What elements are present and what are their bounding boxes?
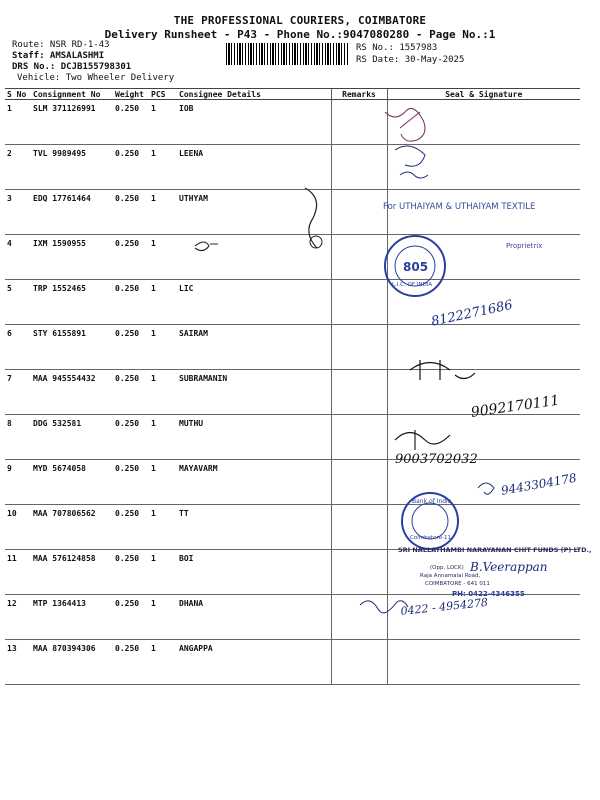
- cell-sno: 1: [5, 100, 31, 145]
- phone-row8: 9092170111: [470, 392, 561, 421]
- cell-pcs: 1: [149, 100, 177, 145]
- cell-pcs: 1: [149, 595, 177, 640]
- route-label: Route: NSR RD-1-43: [12, 40, 110, 50]
- col-consignment: Consignment No: [31, 89, 113, 100]
- cell-pcs: 1: [149, 190, 177, 235]
- cell-consignment: MTP 1364413: [31, 595, 113, 640]
- cell-sno: 10: [5, 505, 31, 550]
- cell-consignment: STY 6155891: [31, 325, 113, 370]
- drs-number: DRS No.: DCJB155798301: [12, 62, 132, 72]
- cell-weight: 0.250: [113, 505, 149, 550]
- cell-sno: 6: [5, 325, 31, 370]
- chit-addr3: COIMBATORE - 641 011: [425, 581, 490, 587]
- col-pcs: PCS: [149, 89, 177, 100]
- uthaiyam-stamp: For UTHAIYAM & UTHAIYAM TEXTILE: [383, 202, 536, 212]
- cell-consignee: DHANA: [177, 595, 331, 640]
- cell-sno: 12: [5, 595, 31, 640]
- cell-consignee: UTHYAM: [177, 190, 331, 235]
- cell-consignment: TVL 9989495: [31, 145, 113, 190]
- col-seal: Seal & Signature: [387, 89, 580, 100]
- cell-weight: 0.250: [113, 190, 149, 235]
- rs-date: RS Date: 30-May-2025: [356, 55, 465, 65]
- cell-consignment: MYD 5674058: [31, 460, 113, 505]
- cell-sno: 7: [5, 370, 31, 415]
- row12-signature: B.Veerappan: [470, 560, 548, 574]
- cell-consignment: DDG 532581: [31, 415, 113, 460]
- chit-funds-stamp: SRI NALLATHAMBI NARAYANAN CHIT FUNDS (P) LTD.,: [398, 546, 592, 554]
- tt-signature: [478, 483, 494, 494]
- phone-row13: 0422 - 4954278: [400, 595, 489, 618]
- col-consignee: Consignee Details: [177, 89, 331, 100]
- bank-stamp-city: Coimbatore-11: [410, 535, 451, 541]
- phone-row9: 9003702032: [395, 452, 478, 467]
- cell-consignee: IOB: [177, 100, 331, 145]
- cell-consignee: LIC: [177, 280, 331, 325]
- cell-sno: 4: [5, 235, 31, 280]
- mayavarm-signature: [395, 430, 450, 450]
- cell-pcs: 1: [149, 370, 177, 415]
- cell-sno: 13: [5, 640, 31, 685]
- cell-sno: 2: [5, 145, 31, 190]
- cell-pcs: 1: [149, 235, 177, 280]
- subramanin-signature: [410, 360, 475, 380]
- row4-mark: [195, 242, 218, 251]
- cell-consignee: TT: [177, 505, 331, 550]
- cell-weight: 0.250: [113, 145, 149, 190]
- col-weight: Weight: [113, 89, 149, 100]
- lic-stamp-text: L.I.C. OF INDIA: [392, 282, 433, 288]
- phone-row10: 9443304178: [500, 470, 578, 498]
- leena-signature: [395, 146, 428, 178]
- cell-weight: 0.250: [113, 370, 149, 415]
- cell-sno: 9: [5, 460, 31, 505]
- rs-number: RS No.: 1557983: [356, 43, 438, 53]
- cell-pcs: 1: [149, 505, 177, 550]
- company-title: THE PROFESSIONAL COURIERS, COIMBATORE: [173, 14, 427, 27]
- cell-consignment: MAA 870394306: [31, 640, 113, 685]
- chit-addr1: (Opp. LOCK): [430, 565, 464, 571]
- cell-pcs: 1: [149, 640, 177, 685]
- cell-sno: 8: [5, 415, 31, 460]
- cell-weight: 0.250: [113, 100, 149, 145]
- cell-consignee: BOI: [177, 550, 331, 595]
- cell-weight: 0.250: [113, 640, 149, 685]
- cell-weight: 0.250: [113, 280, 149, 325]
- cell-consignment: IXM 1590955: [31, 235, 113, 280]
- cell-sno: 3: [5, 190, 31, 235]
- cell-weight: 0.250: [113, 595, 149, 640]
- cell-pcs: 1: [149, 550, 177, 595]
- cell-pcs: 1: [149, 460, 177, 505]
- cell-consignee: MUTHU: [177, 415, 331, 460]
- cell-consignment: MAA 576124858: [31, 550, 113, 595]
- cell-consignment: SLM 371126991: [31, 100, 113, 145]
- phone-row6: 8122271686: [430, 297, 515, 330]
- vehicle-label: Vehicle: Two Wheeler Delivery: [17, 73, 175, 83]
- cell-sno: 5: [5, 280, 31, 325]
- cell-consignee: LEENA: [177, 145, 331, 190]
- chit-addr2: Raja Annamalai Road,: [420, 573, 481, 579]
- col-remarks: Remarks: [331, 89, 387, 100]
- cell-consignee: ANGAPPA: [177, 640, 331, 685]
- iob-signature: [385, 108, 425, 141]
- col-sno: S No: [5, 89, 31, 100]
- cell-weight: 0.250: [113, 550, 149, 595]
- cell-consignee: SAIRAM: [177, 325, 331, 370]
- cell-pcs: 1: [149, 325, 177, 370]
- cell-consignment: MAA 945554432: [31, 370, 113, 415]
- cell-weight: 0.250: [113, 235, 149, 280]
- cell-weight: 0.250: [113, 415, 149, 460]
- bank-stamp-text: Bank of India: [412, 498, 452, 505]
- cell-weight: 0.250: [113, 460, 149, 505]
- proprietrix-label: Proprietrix: [506, 242, 543, 250]
- cell-pcs: 1: [149, 415, 177, 460]
- cell-pcs: 1: [149, 280, 177, 325]
- bank-stamp-inner: [412, 503, 448, 539]
- cell-consignment: EDQ 17761464: [31, 190, 113, 235]
- cell-consignee: SUBRAMANIN: [177, 370, 331, 415]
- cell-sno: 11: [5, 550, 31, 595]
- staff-label: Staff: AMSALASHMI: [12, 51, 105, 61]
- cell-pcs: 1: [149, 145, 177, 190]
- chit-phone: PH: 0422-4346355: [452, 590, 525, 598]
- lic-stamp-number: 805: [403, 260, 429, 274]
- cell-consignee: MAYAVARM: [177, 460, 331, 505]
- cell-weight: 0.250: [113, 325, 149, 370]
- cell-consignment: MAA 707806562: [31, 505, 113, 550]
- runsheet-subtitle: Delivery Runsheet - P43 - Phone No.:9047080280 - Page No.:1: [104, 28, 496, 41]
- cell-consignment: TRP 1552465: [31, 280, 113, 325]
